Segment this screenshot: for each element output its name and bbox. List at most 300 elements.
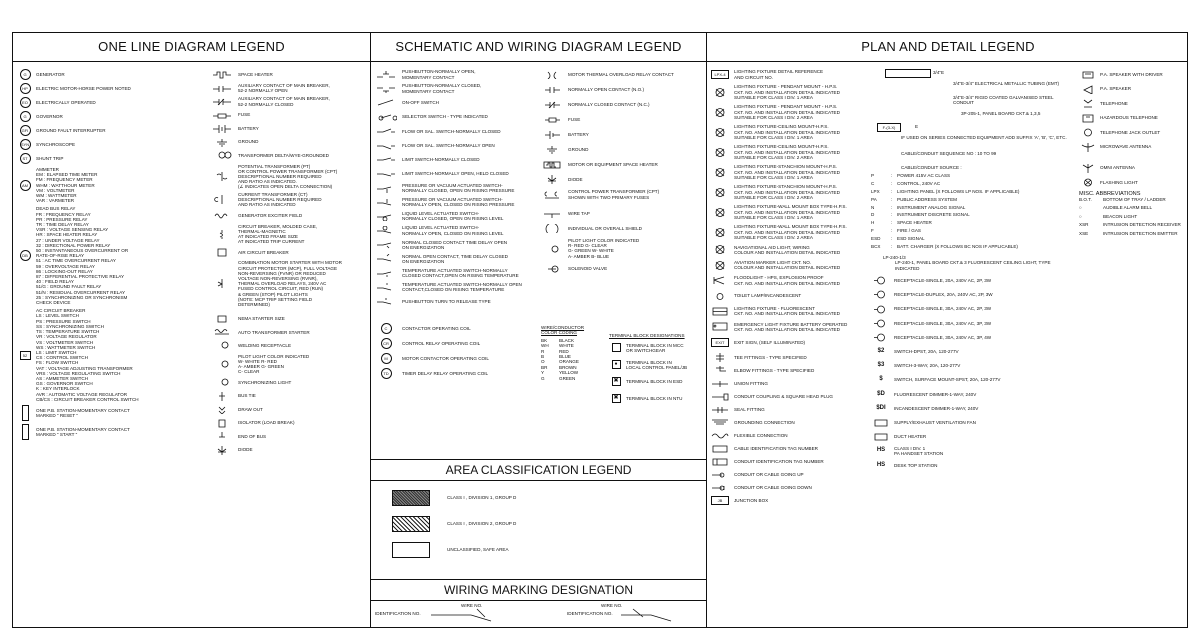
- coil-icon: M: [381, 353, 392, 364]
- legend-row: EO ELECTRICALLY OPERATED: [17, 97, 207, 108]
- plan-symbol-icon: [710, 366, 730, 375]
- legend-row: TEE FITTINGS - TYPE SPECIFIED: [709, 352, 869, 363]
- plan-symbol-icon: [710, 307, 730, 316]
- plan-tag-icon: EXIT: [711, 338, 729, 347]
- wire-color-row: O ORANGE: [541, 359, 579, 365]
- one-line-symbol-icon: [211, 432, 233, 441]
- legend-row: EMERGENCY LIGHT FIXTURE BATTERY OPERATED CKT. NO. AND INSTALLATION DETAIL INDICATED: [709, 321, 869, 332]
- legend-row: AVIATION MARKER LIGHT CKT. NO. COLOUR AND INSTALLATION DETAIL INDICATED: [709, 260, 869, 271]
- schematic-b-symbol-icon: [542, 190, 564, 199]
- legend-row: HP ELECTRIC MOTOR-HORSE POWER NOTED: [17, 83, 207, 94]
- schematic-header: SCHEMATIC AND WIRING DIAGRAM LEGEND: [371, 33, 706, 62]
- source-row: P : POWER 415V AC CLASS: [871, 173, 951, 179]
- schematic-b-symbol-icon: [542, 244, 564, 253]
- area-section: [371, 459, 706, 563]
- schematic-symbol-icon: [375, 254, 397, 263]
- device-icon: [872, 290, 890, 299]
- light-fixture-icon: [710, 245, 730, 254]
- source-row: LPX : LIGHTING PANEL (X FOLLOWS LP NOS. IF APPLICABLE): [871, 189, 1020, 194]
- legend-row: PUSHBUTTON-NORMALLY CLOSED, MOMENTARY CONTACT: [373, 83, 541, 94]
- legend-row: CURRENT TRANSFORMER (CT) DESCRIPTIONAL NUMBER REQUIRED AND RATIO AS INDICATED: [209, 192, 369, 208]
- schematic-b-symbol-icon: [542, 175, 564, 184]
- schematic-symbol-icon: [375, 283, 397, 292]
- one-line-symbol-icon: [211, 279, 233, 288]
- legend-row: GROUND: [541, 144, 705, 155]
- comm-symbol-icon: [1080, 143, 1096, 152]
- legend-row: MOTOR OR EQUIPMENT SPACE HEATER: [541, 159, 705, 170]
- area-row: CLASS I , DIVISION 2, GROUP D: [391, 511, 706, 537]
- source-row: ESD : ESD SIGNAL: [871, 235, 925, 241]
- switch-symbol: $D: [877, 390, 885, 397]
- legend-row: TEMPERATURE ACTUATED SWITCH-NORMALLY OPEN CONTACT,CLOSED ON RISING TEMPERATURE: [373, 282, 541, 293]
- legend-row: SOLENOID VALVE: [541, 263, 705, 274]
- legend-row: FLOW OR SAL. SWITCH-NORMALLY OPEN: [373, 140, 541, 151]
- switch-symbol: HS: [876, 461, 886, 468]
- legend-row: BATTERY: [209, 123, 369, 134]
- schematic-symbol-icon: [375, 98, 397, 107]
- legend-sheet: [12, 32, 1188, 628]
- legend-row: DIODE: [209, 445, 369, 456]
- legend-row: GROUNDING CONNECTION: [709, 417, 869, 428]
- legend-row: INDIVIDUAL OR OVERALL SHIELD: [541, 223, 705, 234]
- legend-row: 52 AC CIRCUIT BREAKER LS : LEVEL SWITCH PS : PRESSURE SWITCH SS : SYNCHRONIZING SWITCH TS : TEMPERATURE SWITCH VR : VOLTAGE REGULATOR VS : VOLTMETER SWITCH WS : WATTMETER SWITCH LS : LIMIT SWITCH CS : CONTROL SWITCH FS : FLOW SWITCH VAT : VOLTAGE ADJUSTING TRANSFORMER VRS : VOLTAGE REGULATING SWITCH AS : AMMETER SWITCH GS : GOVERNOR SWITCH K : KEY INTERLOCK AVR : AUTOMATIC VOLTAGE REGULATOR CB/CS : CIRCUIT BREAKER CONTROL SWITCH: [17, 308, 207, 402]
- schematic-b-symbol-icon: [542, 130, 564, 139]
- conduit-tag-icon: [885, 69, 931, 78]
- schematic-symbol-icon: [375, 297, 397, 306]
- source-row: D : INSTRUMENT DISCRETE SIGNAL: [871, 212, 970, 218]
- legend-row: AUXILIARY CONTACT OF MAIN BREAKER, 52-2 NORMALLY CLOSED: [209, 96, 369, 107]
- legend-row: $DI INCANDESCENT DIMMER-1-WAY, 240V: [876, 404, 979, 411]
- legend-row: CABLE IDENTIFICATION TAG NUMBER: [709, 443, 869, 454]
- legend-row: SELECTOR SWITCH - TYPE INDICATED: [373, 112, 541, 123]
- conduit-line: 3P-205-1, PANEL BOARD CKT.& 1,3,5: [961, 111, 1041, 116]
- alarm-icon: ○: [1079, 213, 1082, 219]
- one-line-symbol-icon: [211, 248, 233, 257]
- source-row: PA : PUBLIC ADDRESS SYSTEM: [871, 196, 957, 202]
- one-line-symbol-icon: [211, 124, 233, 133]
- legend-row: AUTO TRANSFORMER STARTER: [209, 327, 369, 338]
- hatch-dense-icon: [392, 490, 430, 506]
- one-line-symbol-icon: [211, 446, 233, 455]
- light-fixture-icon: [710, 261, 730, 270]
- light-fixture-icon: [710, 108, 730, 117]
- misc-row: XSR INTRUSION DETECTION RECEIVER: [1079, 222, 1181, 228]
- cable-seq: CABLE/CONDUIT SEQUENCE NO : 10 TO 99: [901, 151, 997, 156]
- legend-row: FUSE: [209, 110, 369, 121]
- switch-symbol: $: [879, 376, 883, 383]
- legend-row: CONDUIT OR CABLE GOING UP: [709, 469, 869, 480]
- legend-row: MOTOR THERMAL OVERLOAD RELAY CONTACT: [541, 69, 705, 80]
- comm-symbol-icon: [1080, 70, 1096, 79]
- legend-row: CONDUIT IDENTIFICATION TAG NUMBER: [709, 456, 869, 467]
- legend-row: RECEPTACLE-SINGLE, 30A, 240V AC, 3P, 4W: [871, 332, 1071, 343]
- legend-row: BUS TIE: [209, 391, 369, 402]
- device-symbol-icon: EO: [20, 97, 31, 108]
- legend-row: PUSHBUTTON TURN TO RELEASE TYPE: [373, 296, 541, 307]
- source-row: BCX : BATT. CHARGER (X FOLLOWS BC NOS IF APPLICABLE): [871, 243, 1018, 249]
- terminal-block-icon: ✖: [612, 377, 621, 386]
- legend-row: SEAL FITTING: [709, 404, 869, 415]
- schematic-b-symbol-icon: [542, 70, 564, 79]
- wire-color-row: B BLUE: [541, 354, 572, 360]
- light-fixture-icon: [710, 168, 730, 177]
- device-symbol-icon: HP: [20, 83, 31, 94]
- legend-row: P.A. SPEAKER WITH DRIVER: [1079, 69, 1187, 80]
- legend-row: LIGHTING FIXTURE-WALL MOUNT BOX TYPE-H.P.S. CKT. NO. AND INSTALLATION DETAIL INDICATED SUITABLE FOR CLASS I DIV. 1 AREA: [709, 204, 869, 220]
- wire-color-row: BK BLACK: [541, 337, 575, 343]
- legend-row: ON-OFF SWITCH: [373, 97, 541, 108]
- plan-symbol-icon: [710, 457, 730, 466]
- pushbutton-station-icon: [22, 405, 29, 421]
- wire-color-subtitle: COLOR CODING: [541, 330, 577, 336]
- misc-row: ○ AUDIBLE ALARM BELL: [1079, 205, 1153, 211]
- device-icon: [872, 432, 890, 441]
- one-line-symbol-icon: [211, 341, 233, 350]
- legend-row: ELBOW FITTINGS - TYPE SPECIFIED: [709, 365, 869, 376]
- plan-header: PLAN AND DETAIL LEGEND: [707, 33, 1188, 62]
- device-symbol-icon: ST: [20, 153, 31, 164]
- light-fixture-icon: [710, 188, 730, 197]
- schematic-b-symbol-icon: [542, 85, 564, 94]
- schematic-symbol-icon: [375, 269, 397, 278]
- schematic-symbol-icon: [375, 184, 397, 193]
- legend-row: UNION FITTING: [709, 378, 869, 389]
- schematic-symbol-icon: [375, 226, 397, 235]
- schematic-column: [371, 33, 707, 627]
- legend-row: GFI GROUND FAULT INTERRUPTER: [17, 125, 207, 136]
- legend-row: $ SWITCH, SURFACE MOUNT-SPST, 20A, 120-277V: [879, 376, 1001, 383]
- plan-list-b: [871, 69, 1071, 474]
- conduit-block: [871, 69, 1071, 159]
- legend-row: NEMA STARTER SIZE: [209, 313, 369, 324]
- plan-symbol-icon: [710, 418, 730, 427]
- legend-row: C CONTACTOR OPERATING COIL: [373, 323, 541, 334]
- series-note: IF USED ON SERIES CONNECTED EQUIPMENT ADD SUFFIX 'A', 'B', 'C', ETC.: [901, 135, 1067, 140]
- legend-row: WIRE TAP: [541, 208, 705, 219]
- legend-row: ● TERMINAL BLOCK IN LOCAL CONTROL PANEL/JB: [609, 359, 705, 370]
- device-symbol-icon: G: [20, 69, 31, 80]
- legend-row: LIQUID LEVEL ACTUATED SWITCH- NORMALLY CLOSED, OPEN ON RISING LEVEL: [373, 211, 541, 222]
- legend-row: END OF BUS: [209, 431, 369, 442]
- area-header: AREA CLASSIFICATION LEGEND: [371, 459, 706, 481]
- legend-row: COMBINATION MOTOR STARTER WITH MOTOR CIRCUIT PROTECTOR (MCP), FULL VOLTAGE NON-REVERSING (FVNR) OR REDUCED VOLTAGE NON-REVERSING (RVNR), THERMAL OVERLOAD RELAYS, 240V AC FUSED CONTROL CIRCUIT, RED (RUN) & GREEN (STOP) PILOT LIGHTS (NOTE: MCP TRIP SETTING FIELD DETERMINED): [209, 260, 369, 307]
- plan-symbol-icon: [710, 292, 730, 301]
- legend-row: RECEPTACLE-DUPLEX, 20A, 240V AC, 2P, 3W: [871, 289, 1071, 300]
- one-line-header: ONE LINE DIAGRAM LEGEND: [13, 33, 370, 62]
- wiring-header: WIRING MARKING DESIGNATION: [371, 579, 706, 601]
- plan-symbol-icon: [710, 322, 730, 331]
- legend-row: BATTERY: [541, 129, 705, 140]
- wire-color-row: R RED: [541, 348, 569, 354]
- legend-row: ✖ TERMINAL BLOCK IN NTU: [609, 393, 705, 404]
- legend-row: LIGHTING FIXTURE - FLUORESCENT CKT. NO. AND INSTALLATION DETAIL INDICATED: [709, 306, 869, 317]
- legend-row: RECEPTACLE-SINGLE, 30A, 240V AC, 2P, 3W: [871, 304, 1071, 315]
- source-row: C : CONTROL, 240V AC: [871, 181, 941, 187]
- wire-no-label-2: WIRE NO.: [601, 603, 623, 608]
- legend-row: AM AMMETER EM : ELAPSED TIME METER FM : FREQUENCY METER WHM : WATTHOUR METER VM : VOLTMETER WM : WATTMETER VAR : VARMETER: [17, 167, 207, 203]
- legend-row: NORMAL CLOSED CONTACT TIME DELAY OPEN ON ENERGIZATION: [373, 239, 541, 250]
- device-symbol-icon: GFI: [20, 125, 31, 136]
- schematic-symbol-icon: [375, 240, 397, 249]
- legend-row: WELDING RECEPTACLE: [209, 340, 369, 351]
- legend-row: $2 SWITCH-DPST, 20A, 120-277V: [877, 348, 959, 355]
- legend-row: ONE P.B. STATION-MOMENTARY CONTACT MARKED " RESET ": [17, 405, 207, 421]
- legend-row: RECEPTACLE-SINGLE, 20A, 240V AC, 2P, 3W: [871, 275, 1071, 286]
- blank-box-icon: [392, 542, 430, 558]
- device-symbol-icon: 52: [20, 351, 31, 360]
- area-row: UNCLASSIFIED, SAFE AREA: [391, 537, 706, 563]
- wire-color-table: [541, 325, 611, 381]
- comm-symbol-icon: [1080, 114, 1096, 123]
- plan-list-a: [709, 69, 869, 508]
- legend-row: G GENERATOR: [17, 69, 207, 80]
- coil-icon: CR: [381, 338, 392, 349]
- plan-symbol-icon: [710, 392, 730, 401]
- plan-symbol-icon: [710, 444, 730, 453]
- one-line-symbol-icon: [211, 70, 233, 79]
- device-symbol-icon: SYN: [20, 139, 31, 150]
- legend-row: NAVIGATIONAL AID LIGHT, WIRING COLOUR AND INSTALLATION DETAIL INDICATED: [709, 244, 869, 255]
- legend-row: FLASHING LIGHT: [1079, 177, 1187, 188]
- schematic-symbol-icon: [375, 141, 397, 150]
- legend-row: FLOODLIGHT - HPS, EXPLOSION PROOF CKT. NO. AND INSTALLATION DETAIL INDICATED: [709, 275, 869, 286]
- legend-row: DRAW OUT: [209, 404, 369, 415]
- legend-row: DB DEAD BUS RELAY FR : FREQUENCY RELAY PR : PRESSURE RELAY TR : TIME DELAY RELAY VSR : VOLTAGE SENSING RELAY HR : SPACE HEATER RELAY 27 : UNDER VOLTAGE RELAY 32 : DIRECTIONAL POWER RELAY 50 : INSTANTANEOUS OVERCURRENT OR RATE-OF-RISE RELAY 51 : AC TIME OVERCURRENT RELAY 59 : OVERVOLTAGE RELAY 86 : LOCKING-OUT RELAY 87 : DIFFERENTIAL PROTECTIVE RELAY 40 : FIELD RELAY 51/G : GROUND FAULT RELAY 51/N : RESIDUAL OVERCURRENT RELAY 25 : SYNCHRONIZING OR SYNCHRONISM CHECK DEVICE: [17, 206, 207, 305]
- legend-row: TERMINAL BLOCK IN MCC OR SWITCHGEAR: [609, 342, 705, 353]
- plan-symbol-icon: [710, 276, 730, 285]
- light-fixture-icon: [710, 128, 730, 137]
- switch-symbol: $2: [877, 348, 885, 355]
- legend-row: DIODE: [541, 174, 705, 185]
- pushbutton-station-icon: [22, 424, 29, 440]
- light-fixture-icon: [710, 208, 730, 217]
- device-symbol-icon: AM: [20, 180, 31, 191]
- legend-row: TRANSFORMER DELTA/WYE-GROUNDED: [209, 150, 369, 161]
- hatch-light-icon: [392, 516, 430, 532]
- legend-row: HAZARDOUS TELEPHONE: [1079, 113, 1187, 124]
- plan-symbol-icon: [710, 405, 730, 414]
- legend-row: TOILET LAMP/INCANDESCENT: [709, 291, 869, 302]
- terminal-title: TERMINAL BLOCK DESIGNATIONS: [609, 333, 685, 338]
- plan-symbol-icon: [710, 431, 730, 440]
- light-fixture-icon: [710, 148, 730, 157]
- legend-row: ONE P.B. STATION-MOMENTARY CONTACT MARKED " START ": [17, 424, 207, 440]
- area-row: CLASS I , DIVISION 1, GROUP D: [391, 485, 706, 511]
- device-symbol-icon: G: [20, 111, 31, 122]
- light-fixture-icon: [710, 228, 730, 237]
- legend-row: LIGHTING FIXTURE-WALL MOUNT BOX TYPE-H.P.S. CKT. NO. AND INSTALLATION DETAIL INDICATED SUITABLE FOR CLASS I DIV. 2 AREA: [709, 224, 869, 240]
- legend-row: RECEPTACLE-SINGLE, 30A, 240V AC, 3P, 3W: [871, 318, 1071, 329]
- one-line-symbol-icon: [211, 151, 233, 160]
- device-icon: [872, 319, 890, 328]
- device-symbol-icon: DB: [20, 250, 31, 261]
- one-line-symbol-icon: [211, 211, 233, 220]
- schematic-symbol-icon: [375, 127, 397, 136]
- schematic-symbol-icon: [375, 113, 397, 122]
- source-row: N : INSTRUMENT ANALOG SIGNAL: [871, 204, 966, 210]
- legend-row: NORMALLY OPEN CONTACT (N.O.): [541, 84, 705, 95]
- legend-row: LIGHTING FIXTURE - PENDANT MOUNT - H.P.S. CKT. NO. AND INSTALLATION DETAIL INDICATED SUITABLE FOR CLASS I DIV. 1 AREA: [709, 84, 869, 100]
- legend-row: HS DESK TOP STATION: [876, 461, 938, 468]
- plan-symbol-icon: [710, 470, 730, 479]
- one-line-list-b: [209, 69, 369, 458]
- legend-row: PUSHBUTTON-NORMALLY OPEN, MOMENTARY CONTACT: [373, 69, 541, 80]
- panel-ref: LP-240-1/3: [883, 254, 906, 260]
- legend-row: AIR CIRCUIT BREAKER: [209, 247, 369, 258]
- legend-row: LIGHTING FIXTURE-CEILING MOUNT-H.P.S. CKT. NO. AND INSTALLATION DETAIL INDICATED SUITABLE FOR CLASS I DIV. 2 AREA: [709, 144, 869, 160]
- ident-no-label: IDENTIFICATION NO.: [375, 611, 421, 616]
- schematic-b-symbol-icon: [542, 224, 564, 233]
- legend-row: ✖ TERMINAL BLOCK IN ESD: [609, 376, 705, 387]
- one-line-symbol-icon: [211, 378, 233, 387]
- legend-row: ST SHUNT TRIP: [17, 153, 207, 164]
- legend-row: TEMPERATURE ACTUATED SWITCH-NORMALLY CLOSED CONTACT,OPEN ON RISING TEMPERATURE: [373, 268, 541, 279]
- one-line-symbol-icon: [211, 328, 233, 337]
- misc-row: ○ BEACON LIGHT: [1079, 213, 1138, 219]
- wire-no-label: WIRE NO.: [461, 603, 483, 608]
- terminal-block-icon: ✖: [612, 394, 621, 403]
- one-line-column: [13, 33, 371, 627]
- wire-color-row: WH WHITE: [541, 343, 574, 349]
- conduit-line: 3/4"E-3/4" RIGID COATED GALVANISED STEEL CONDUIT: [953, 95, 1054, 106]
- legend-row: M MOTOR CONTACTOR OPERATING COIL: [373, 353, 541, 364]
- device-icon: [872, 305, 890, 314]
- terminal-block-icon: ●: [612, 360, 621, 369]
- ident-no-label-2: IDENTIFICATION NO.: [567, 611, 613, 616]
- legend-row: P.A. SPEAKER: [1079, 84, 1187, 95]
- wire-color-title: WIRE/CONDUCTOR: [541, 325, 585, 330]
- legend-row: LIGHTING FIXTURE-CEILING MOUNT-H.P.S. CKT. NO. AND INSTALLATION DETAIL INDICATED SUITABLE FOR CLASS I DIV. 1 AREA: [709, 124, 869, 140]
- legend-row: LIGHTING FIXTURE - PENDANT MOUNT - H.P.S. CKT. NO. AND INSTALLATION DETAIL INDICATED SUITABLE FOR CLASS I DIV. 2 AREA: [709, 104, 869, 120]
- terminal-block-icon: [612, 343, 621, 352]
- wire-color-row: BR BROWN: [541, 364, 577, 370]
- legend-row: CONTROL POWER TRANSFORMER (CPT) SHOWN WITH TWO PRIMARY FUSES: [541, 189, 705, 200]
- device-icon: [872, 418, 890, 427]
- legend-row: LIMIT SWITCH-NORMALLY OPEN, HELD CLOSED: [373, 168, 541, 179]
- legend-row: TD TIMER DELAY RELAY OPERATING COIL: [373, 368, 541, 379]
- legend-row: FLEXIBLE CONNECTION: [709, 430, 869, 441]
- legend-row: SUPPLY/EXHAUST VENTILATION FAN: [871, 417, 1071, 428]
- wire-color-row: Y YELLOW: [541, 370, 579, 376]
- schematic-symbol-icon: [375, 198, 397, 207]
- one-line-symbol-icon: [211, 138, 233, 147]
- legend-row: SYN SYNCHROSCOPE: [17, 139, 207, 150]
- legend-row: $3 SWITCH-3-WAY, 20A, 120-277V: [877, 362, 961, 369]
- wire-lines-icon: [411, 607, 691, 623]
- one-line-symbol-icon: [211, 314, 233, 323]
- schematic-symbol-icon: [375, 70, 397, 79]
- wire-color-row: G GREEN: [541, 375, 576, 381]
- legend-row: GENERATOR EXCITER FIELD: [209, 210, 369, 221]
- legend-row: PRESSURE OR VACUUM ACTUATED SWITCH- NORMALLY OPEN, CLOSED ON RISING PRESSURE: [373, 197, 541, 208]
- legend-row: OMNI ANTENNA: [1079, 163, 1187, 174]
- legend-row: HS CLASS I DIV. 1 PA HANDSET STATION: [876, 445, 944, 456]
- switch-symbol: $DI: [876, 404, 886, 411]
- one-line-symbol-icon: [211, 195, 233, 204]
- legend-row: CIRCUIT BREAKER, MOLDED CASE, THERMAL-MAGNETIC AT INDICATED FRAME SIZE AT INDICATED TRIP CURRENT: [209, 224, 369, 245]
- schematic-list-b: [541, 69, 705, 278]
- legend-row: DUCT HEATER: [871, 431, 1071, 442]
- legend-row: PILOT LIGHT COLOR INDICATED R- RED G- CLEAR G- GREEN W- WHITE A- AMBER B- BLUE: [541, 238, 705, 259]
- legend-row: MICROWAVE ANTENNA: [1079, 142, 1187, 153]
- source-row: H : SPACE HEATER: [871, 220, 932, 226]
- legend-row: TELEPHONE JACK OUTLET: [1079, 127, 1187, 138]
- plan-symbol-icon: [710, 379, 730, 388]
- legend-row: CONDUIT COUPLING & SQUARE HEAD PLUG: [709, 391, 869, 402]
- coil-icon: TD: [381, 368, 392, 379]
- legend-row: POTENTIAL TRANSFORMER (PT) OR CONTROL POWER TRANSFORMER (CPT) DESCRIPTIONAL NUMBER REQUIRED AND RATIO AS INDICATED. (∠ INDICATES OPEN DELTA CONNECTION): [209, 164, 369, 190]
- legend-row: SPACE HEATER: [209, 69, 369, 80]
- terminal-block-table: [609, 333, 705, 410]
- switch-symbol: $3: [877, 362, 885, 369]
- schematic-b-symbol-icon: [542, 115, 564, 124]
- schematic-b-symbol-icon: [542, 145, 564, 154]
- legend-row: EXIT EXIT SIGN, (SELF ILLUMINATED): [709, 337, 869, 348]
- one-line-symbol-icon: [211, 84, 233, 93]
- legend-row: G GOVERNOR: [17, 111, 207, 122]
- comm-symbol-icon: [1080, 164, 1096, 173]
- legend-row: TELEPHONE: [1079, 98, 1187, 109]
- legend-row: JB JUNCTION BOX: [709, 495, 869, 506]
- plan-symbol-icon: [710, 353, 730, 362]
- legend-row: ISOLATOR (LOAD BREAK): [209, 418, 369, 429]
- legend-row: NORMAL OPEN CONTACT, TIME DELAY CLOSED ON ENERGIZATION: [373, 253, 541, 264]
- schematic-symbol-icon: [375, 155, 397, 164]
- legend-row: LPX-4 LIGHTING FIXTURE DETAIL REFERENCE AND CIRCUIT NO.: [709, 69, 869, 80]
- one-line-symbol-icon: [211, 392, 233, 401]
- schematic-symbol-icon: [375, 212, 397, 221]
- comm-symbol-icon: [1080, 85, 1096, 94]
- light-fixture-icon: [710, 88, 730, 97]
- plan-list-c: [1079, 69, 1187, 239]
- panel-desc: LP-240-1, PANEL BOARD CKT.& 3 FLUORESCENT CEILING LIGHT, TYPE INDICATED: [895, 260, 1051, 271]
- legend-row: PILOT LIGHT COLOR INDICATED W- WHITE R- RED A- AMBER G- GREEN C- CLEAR: [209, 354, 369, 375]
- plan-tag-icon: LPX-4: [711, 70, 729, 79]
- schematic-b-symbol-icon: [542, 100, 564, 109]
- legend-row: PRESSURE OR VACUUM ACTUATED SWITCH- NORMALLY CLOSED, OPEN ON RISING PRESSURE: [373, 183, 541, 194]
- one-line-symbol-icon: [211, 419, 233, 428]
- one-line-symbol-icon: [211, 172, 233, 181]
- conduit-line: 3/4"E-3/4" ELECTRICAL METALLIC TUBING (EMT): [953, 81, 1060, 86]
- wiring-section: [371, 579, 706, 627]
- misc-row: B.O.T. BOTTOM OF TRAY / LADDER: [1079, 196, 1166, 202]
- legend-row: NORMALLY CLOSED CONTACT (N.C.): [541, 99, 705, 110]
- legend-row: LIGHTING FIXTURE-STANCHION MOUNT-H.P.S. CKT. NO. AND INSTALLATION DETAIL INDICATED SUITABLE FOR CLASS I DIV. 2 AREA: [709, 184, 869, 200]
- legend-row: FUSE: [541, 114, 705, 125]
- one-line-symbol-icon: [211, 405, 233, 414]
- schematic-b-symbol-icon: [542, 160, 564, 169]
- cable-tag-f: F-(3-X): [877, 123, 901, 132]
- comm-symbol-icon: [1080, 128, 1096, 137]
- legend-row: CONDUIT OR CABLE GOING DOWN: [709, 482, 869, 493]
- schematic-b-symbol-icon: [542, 264, 564, 273]
- plan-column: [707, 33, 1188, 627]
- legend-row: LIMIT SWITCH-NORMALLY CLOSED: [373, 154, 541, 165]
- device-icon: [872, 276, 890, 285]
- schematic-list-a: [373, 69, 541, 383]
- plan-tag-icon: JB: [711, 496, 729, 505]
- comm-symbol-icon: [1080, 99, 1096, 108]
- one-line-list-a: [17, 69, 207, 443]
- cable-tag-e: E: [915, 124, 919, 129]
- plan-symbol-icon: [710, 483, 730, 492]
- legend-row: AUXILIARY CONTACT OF MAIN BREAKER, 52-2 NORMALLY OPEN: [209, 83, 369, 94]
- schematic-symbol-icon: [375, 84, 397, 93]
- legend-row: LIGHTING FIXTURE-STANCHION MOUNT-H.P.S. CKT. NO. AND INSTALLATION DETAIL INDICATED SUITABLE FOR CLASS I DIV. 1 AREA: [709, 164, 869, 180]
- legend-row: SYNCHRONIZING LIGHT: [209, 377, 369, 388]
- one-line-symbol-icon: [211, 360, 233, 369]
- legend-row: FLOW OR SAL. SWITCH-NORMALLY CLOSED: [373, 126, 541, 137]
